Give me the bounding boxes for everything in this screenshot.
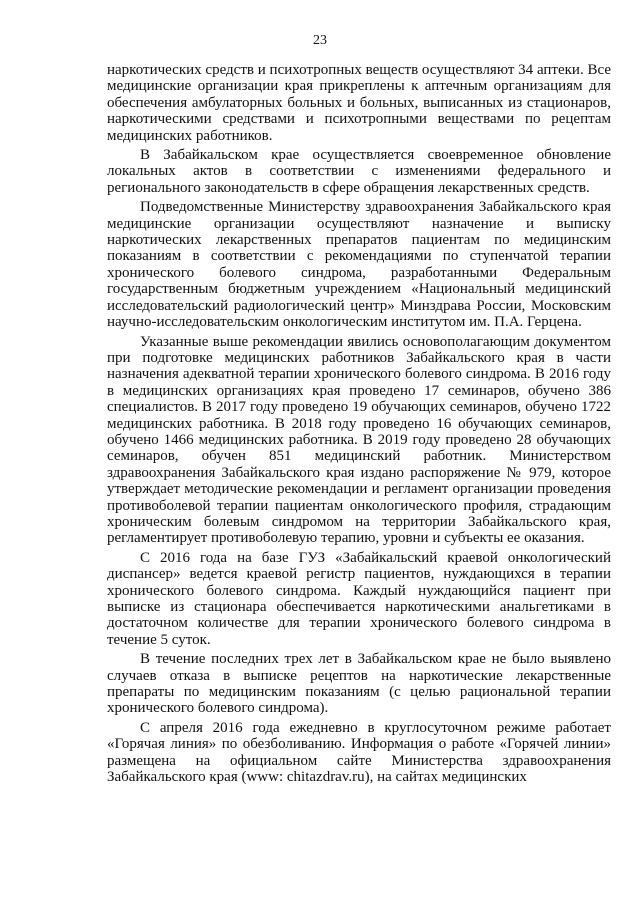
page-number: 23: [313, 33, 327, 48]
paragraph-local-acts: В Забайкальском крае осуществляется своевременное обновление локальных актов в соответствии с изменениями федерального и регионального законодательств в сфере обращения лекарственных средств.: [107, 147, 611, 196]
document-body: [107, 62, 611, 785]
paragraph-prescription-guidelines: Подведомственные Министерству здравоохранения Забайкальского края медицинские организации осуществляют назначение и выписку наркотических лекарственных препаратов пациентам по медицинским показаниям в соответствии с рекомендациями по ступенчатой терапии хронического болевого синдрома, разработанными Федеральным государственным бюджетным учреждением «Национальный медицинский исследовательский радиологический центр» Минздрава России, Московским научно-исследовательским онкологическим институтом им. П.А. Герцена.: [107, 199, 611, 331]
paragraph-hotline: С апреля 2016 года ежедневно в круглосуточном режиме работает «Горячая линия» по обезболиванию. Информация о работе «Горячей линии» размещена на официальном сайте Министерства здравоохранения Забайкальского края (www: chitazdrav.ru), на сайтах медицинских: [107, 719, 611, 786]
paragraph-pharmacies: наркотических средств и психотропных веществ осуществляют 34 аптеки. Все медицинские организации края прикреплены к аптечным организациям для обеспечения амбулаторных больных и больных, выписанных из стационаров, наркотическими средствами и психотропными веществами по рецептам медицинских работников.: [107, 62, 611, 144]
paragraph-no-refusals: В течение последних трех лет в Забайкальском крае не было выявлено случаев отказа в выписке рецептов на наркотические лекарственные препараты по медицинским показаниям (с целью рациональной терапии хронического болевого синдрома).: [107, 651, 611, 717]
paragraph-training-seminars: Указанные выше рекомендации явились основополагающим документом при подготовке медицинских работников Забайкальского края в части назначения адекватной терапии хронического болевого синдрома. В 2016 году в медицинских организациях края проведено 17 семинаров, обучено 386 специалистов. В 2017 году проведено 19 обучающих семинаров, обучено 1722 медицинских работника. В 2018 году проведено 16 обучающих семинаров, обучено 1466 медицинских работника. В 2019 году проведено 28 обучающих семинаров, обучен 851 медицинский работник. Министерством здравоохранения Забайкальского края издано распоряжение № 979, которое утверждает методические рекомендации и регламент организации проведения противоболевой терапии пациентам онкологического профиля, страдающим хроническим болевым синдромом на территории Забайкальского края, регламентирует противоболевую терапию, уровни и субъекты ее оказания.: [107, 333, 611, 547]
paragraph-patient-registry: С 2016 года на базе ГУЗ «Забайкальский краевой онкологический диспансер» ведется краевой регистр пациентов, нуждающихся в терапии хронического болевого синдрома. Каждый нуждающийся пациент при выписке из стационара обеспечивается наркотическими анальгетиками в достаточном количестве для терапии хронического болевого синдрома в течение 5 суток.: [107, 549, 611, 648]
